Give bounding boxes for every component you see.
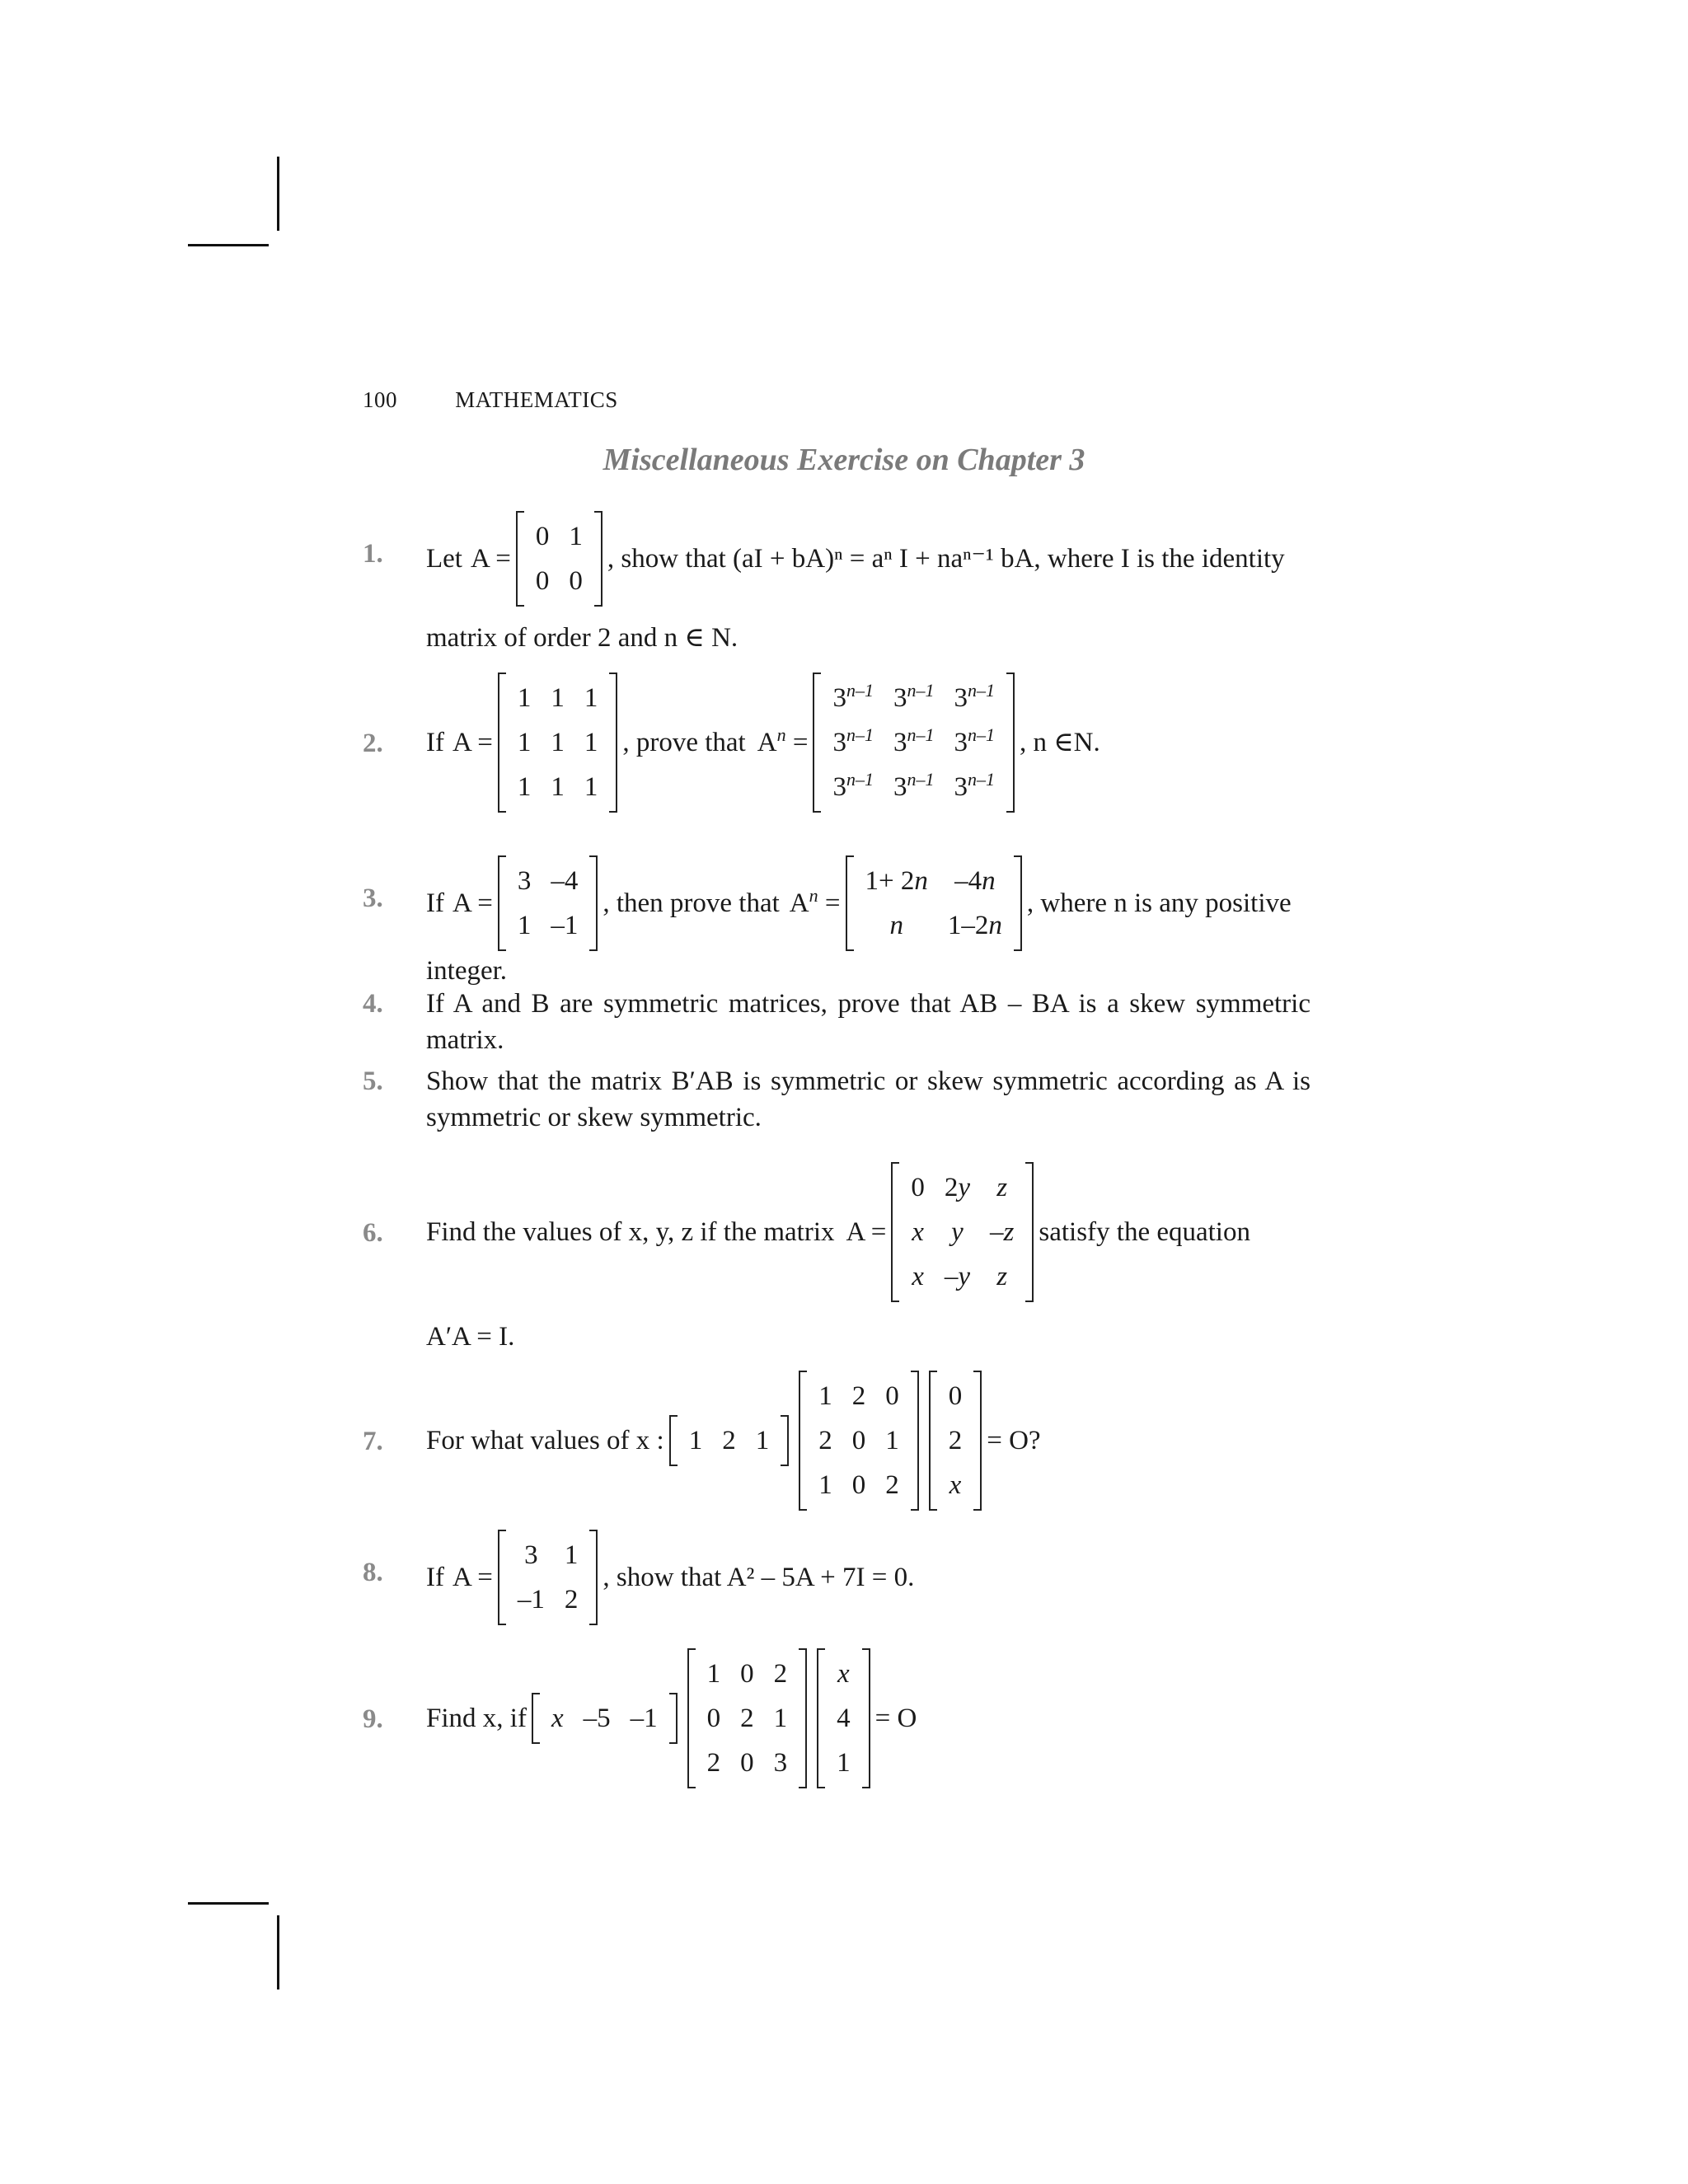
subject-title: MATHEMATICS	[455, 387, 618, 412]
question-number: 5.	[363, 1066, 383, 1096]
question-4	[363, 986, 1311, 1060]
question-7	[363, 1372, 1311, 1512]
question-number: 1.	[363, 539, 383, 569]
matrix-A: 1 1 1 1 1 1 1 1 1	[498, 674, 618, 811]
q5-text: Show that the matrix B′AB is symmetric or skew symmetric according as A is symmetric or skew symmetric.	[426, 1066, 1311, 1132]
q3-mid: , then prove that	[603, 888, 780, 918]
q4-text: If A and B are symmetric matrices, prove that AB – BA is a skew symmetric matrix.	[426, 989, 1311, 1055]
matrix-A: 3 1 –1 2	[498, 1531, 598, 1624]
q1-continuation: matrix of order 2 and n ∈ N.	[426, 623, 738, 653]
question-number: 8.	[363, 1558, 383, 1587]
question-number: 6.	[363, 1218, 383, 1248]
q2-end: , n ∈N.	[1019, 728, 1100, 757]
question-6: 6. Find the values of x, y, z if the matrix A = 0 2y z x y –z x –y z satisfy the equation A′A = I.	[363, 1164, 1311, 1353]
crop-mark-bottom-vertical	[277, 1915, 279, 1990]
crop-mark-top-horizontal	[188, 244, 269, 246]
q3-end: , where n is any positive	[1026, 888, 1292, 918]
question-8: 8. If A = 3 1 –1 2 , show that A² – 5A + 7I = 0.	[363, 1531, 1311, 1638]
q3-lead: If	[426, 888, 444, 918]
question-number: 2.	[363, 729, 383, 758]
question-9	[363, 1650, 1311, 1790]
page-number: 100	[363, 387, 397, 412]
question-3: 3. If A = 3 –4 1 –1 , then prove that $A^n$ = 1+ 2n –4n n 1–2n , where n is any positive integer.	[363, 857, 1311, 981]
matrix-A-power-n: 3$^{n-1}$ 3$^{n-1}$ 3$^{n-1}$ 3$^{n-1}$ 3$^{n-1}$ 3$^{n-1}$ 3$^{n-1}$ 3$^{n-1}$ 3$^{n-1}$	[813, 674, 1015, 811]
row-vector: 1 2 1	[669, 1417, 790, 1465]
question-1: 1. Let A = 0 1 0 0 , show that (aI + bA)ⁿ = aⁿ I + naⁿ⁻¹ bA, where I is the identity matrix of order 2 and n ∈ N.	[363, 513, 1311, 644]
matrix-3x3: 1 2 0 2 0 1 1 0 2	[799, 1372, 919, 1509]
question-5	[363, 1063, 1311, 1137]
running-header	[363, 387, 618, 413]
question-number: 9.	[363, 1704, 383, 1734]
matrix-A-power-n: 1+ 2n –4n n 1–2n	[846, 857, 1022, 949]
q9-end: = O	[874, 1704, 917, 1733]
question-2: 2. If A = 1 1 1 1 1 1 1 1 1 , prove that $A^n$ = $3^{n-1}$ 3$^{n-1}$ 3$^{n-1}$ 3$^{n-1}$ 3$^{n-1}$ 3$^{n-1}$ 3$^{n-1}$ 3$^{n-1}$ 3$^{n-1}$ , n ∈N.	[363, 674, 1311, 814]
q7-end: = O?	[987, 1426, 1041, 1455]
column-vector: x 4 1	[817, 1650, 870, 1787]
column-vector: 0 2 x	[929, 1372, 982, 1509]
q2-mid: , prove that	[622, 728, 746, 757]
q2-lead: If	[426, 728, 444, 757]
matrix-3x3: 1 0 2 0 2 1 2 0 3	[687, 1650, 808, 1787]
crop-mark-bottom-horizontal	[188, 1902, 269, 1905]
q6-end: satisfy the equation	[1039, 1217, 1250, 1247]
question-number: 7.	[363, 1427, 383, 1456]
q1-text: , show that (aI + bA)ⁿ = aⁿ I + naⁿ⁻¹ bA, where I is the identity	[607, 544, 1285, 574]
q3-continuation: integer.	[426, 956, 508, 986]
crop-mark-top-vertical	[277, 157, 279, 231]
question-number: 3.	[363, 883, 383, 913]
q8-lead: If	[426, 1563, 444, 1592]
question-number: 4.	[363, 989, 383, 1019]
q6-continuation: A′A = I.	[426, 1322, 515, 1352]
exercise-title: Miscellaneous Exercise on Chapter 3	[603, 443, 1085, 477]
q1-lead: Let	[426, 544, 462, 574]
q9-text: Find x, if	[426, 1704, 527, 1733]
q7-text: For what values of x :	[426, 1426, 664, 1455]
row-vector: x –5 –1	[532, 1694, 678, 1742]
matrix-A: 0 1 0 0	[516, 513, 603, 605]
q6-text: Find the values of x, y, z if the matrix	[426, 1217, 835, 1247]
q8-end: , show that A² – 5A + 7I = 0.	[603, 1563, 915, 1592]
matrix-A: 0 2y z x y –z x –y z	[891, 1164, 1034, 1301]
matrix-A: 3 –4 1 –1	[498, 857, 598, 949]
